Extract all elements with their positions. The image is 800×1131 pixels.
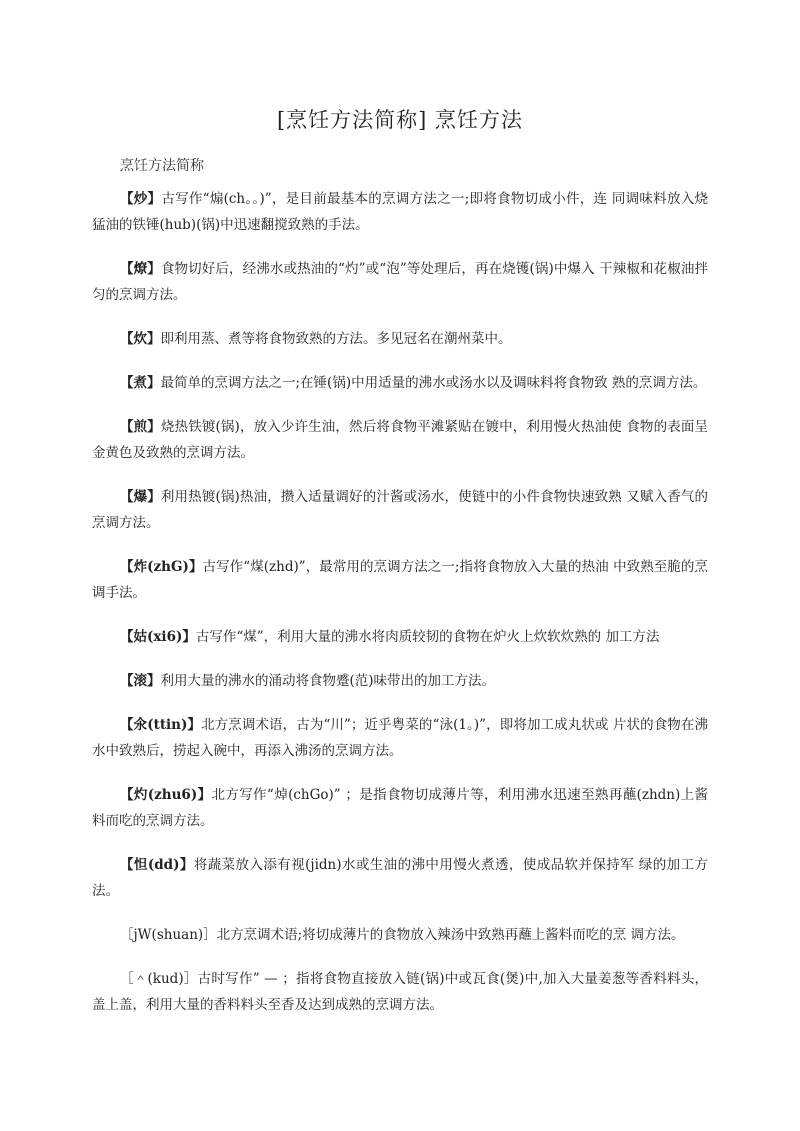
entry-gun [92, 668, 708, 694]
entry-head: 【滚】 [120, 673, 161, 689]
entry-head: 【氽(ttin)】 [120, 717, 202, 733]
entry-text: 古写作“煤”，利用大量的沸水将肉质较韧的食物在炉火上炊软炊熟的 加工方法 [195, 629, 660, 645]
page-title: [烹饪方法简称] 烹饪方法 [276, 108, 524, 132]
entry-head: 【炸(zhG)】 [120, 559, 203, 575]
entry-text: 古写作“煤(zhd)”，最常用的烹调方法之一;指将食物放入大量的热油 中致熟至脆的烹调手法。 [92, 559, 708, 601]
entry-jian [92, 414, 708, 466]
entry-text: 北方烹调术语，古为“川”；近乎粤菜的“泳(1。)”，即将加工成丸状或 片状的食物在沸水中致熟后，捞起入碗中，再添入沸汤的烹调方法。 [92, 717, 708, 759]
entry-head: 【灼(zhu6)】 [120, 787, 212, 803]
entry-head: ［＾(kud)］ [120, 971, 198, 987]
entry-head: 【爆】 [120, 489, 161, 505]
entry-head: 【燎】 [120, 261, 161, 277]
entry-liao [92, 256, 708, 308]
entry-head: 【怛(dd)】 [120, 857, 194, 873]
entry-text: 古写作“煽(ch。。)”，是目前最基本的烹调方法之一;即将食物切成小件，连 同调味料放入烧猛油的铁锤(hub)(锅)中迅速翻搅致熟的手法。 [92, 191, 708, 233]
entry-xi [92, 624, 708, 650]
entry-zhu [92, 370, 708, 396]
entry-text: 将蔬菜放入添有视(jidn)水或生油的沸中用慢火煮透，使成品软并保持军 绿的加工方法。 [92, 857, 708, 899]
entry-text: 最简单的烹调方法之一;在锤(锅)中用适量的沸水或汤水以及调味料将食物致 熟的烹调方法。 [160, 375, 707, 391]
entry-shuan [92, 922, 708, 948]
entry-text: 烧热铁镀(锅)，放入少许生油，然后将食物平滩紧贴在镀中，利用慢火热油使 食物的表面呈金黄色及致熟的烹调方法。 [92, 419, 708, 461]
entry-chui [92, 326, 708, 352]
entry-zha [92, 554, 708, 606]
entry-head: 【煮】 [120, 375, 161, 391]
entry-zhuo [92, 782, 708, 834]
entry-text: 利用热镀(锅)热油，攒入适量调好的汁酱或汤水，使链中的小件食物快速致熟 又赋入香气的烹调方法。 [92, 489, 708, 531]
entry-da [92, 852, 708, 904]
entry-text: 北方写作“焯(chGo)” ；是指食物切成薄片等，利用沸水迅速至熟再蘸(zhdn)上酱料而吃的烹调方法。 [92, 787, 708, 829]
entry-list [92, 186, 708, 1036]
entry-head: 【炒】 [120, 191, 162, 207]
entry-kuo [92, 966, 708, 1018]
entry-head: 【炊】 [120, 331, 161, 347]
entry-bao [92, 484, 708, 536]
entry-text: 北方烹调术语;将切成薄片的食物放入辣汤中致熟再蘸上酱料而吃的烹 调方法。 [216, 927, 685, 943]
entry-text: 利用大量的沸水的涌动将食物蹙(范)味带出的加工方法。 [160, 673, 496, 689]
entry-text: 食物切好后，经沸水或热油的“灼”或“泡”等处理后，再在烧镬(锅)中爆入 干辣椒和花椒油拌匀的烹调方法。 [92, 261, 709, 303]
entry-chao [92, 186, 708, 238]
entry-cuan [92, 712, 708, 764]
document-subtitle: 烹饪方法简称 [120, 158, 204, 174]
entry-text: 古时写作” — ；指将食物直接放入链(锅)中或瓦食(煲)中,加入大量姜葱等香料料头，盖上盖，利用大量的香料料头至香及达到成熟的烹调方法。 [92, 971, 708, 1013]
entry-head: 【煎】 [120, 419, 161, 435]
entry-head: 【姑(xi6)】 [120, 629, 196, 645]
entry-head: ［jW(shuan)］ [120, 927, 217, 943]
entry-text: 即利用蒸、煮等将食物致熟的方法。多见冠名在潮州菜中。 [160, 331, 512, 347]
